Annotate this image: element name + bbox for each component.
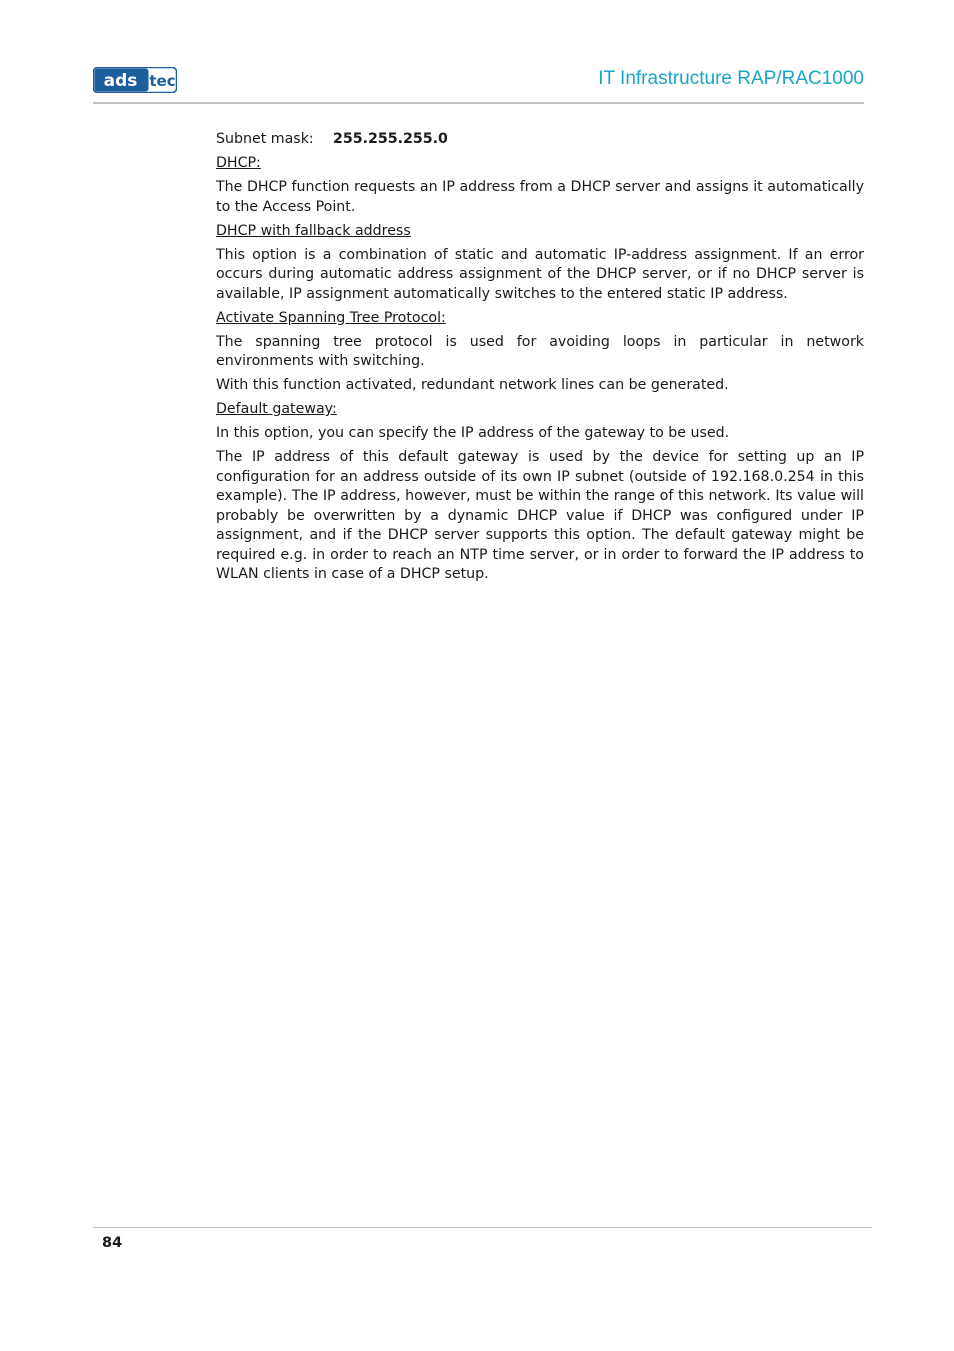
dhcp-heading: DHCP: — [216, 155, 261, 171]
subnet-mask-value: 255.255.255.0 — [333, 131, 448, 147]
gateway-paragraph-1: In this option, you can specify the IP address of the gateway to be used. — [216, 425, 730, 441]
fallback-heading: DHCP with fallback address — [216, 222, 411, 239]
adstec-logo — [93, 67, 177, 93]
subnet-mask-line — [216, 130, 864, 150]
page-content — [216, 130, 864, 589]
fallback-paragraph: This option is a combination of static and automatic IP-address assignment. If an error occurs during automatic address assignment of the DHCP server, or if no DHCP server is available, IP assignment automatically switches to the entered static IP address. — [216, 246, 864, 302]
gateway-paragraph-2: The IP address of this default gateway is used by the device for setting up an IP configuration for an address outside of its own IP subnet (outside of 192.168.0.254 in this example). The IP address, however, must be within the range of this network. Its value will probably be overwritten by a dynamic DHCP value if DHCP was configured under IP assignment, and if the DHCP server supports this option. The default gateway might be required e.g. in order to reach an NTP time server, or in order to forward the IP address to WLAN clients in case of a DHCP setup. — [216, 449, 864, 582]
footer-divider — [93, 1227, 872, 1228]
document-header-title: IT Infrastructure RAP/RAC1000 — [598, 68, 864, 89]
svg-text:ads: ads — [103, 71, 138, 91]
page-number: 84 — [102, 1235, 123, 1251]
stp-paragraph-2: With this function activated, redundant network lines can be generated. — [216, 377, 729, 393]
gateway-heading: Default gateway: — [216, 401, 337, 417]
stp-paragraph-1: The spanning tree protocol is used for avoiding loops in particular in network environments with switching. — [216, 333, 864, 369]
header-divider — [93, 102, 864, 104]
svg-text:tec: tec — [149, 72, 176, 90]
subnet-mask-label: Subnet mask: — [216, 131, 314, 147]
dhcp-paragraph: The DHCP function requests an IP address from a DHCP server and assigns it automatically to the Access Point. — [216, 179, 864, 215]
stp-heading: Activate Spanning Tree Protocol: — [216, 309, 446, 326]
